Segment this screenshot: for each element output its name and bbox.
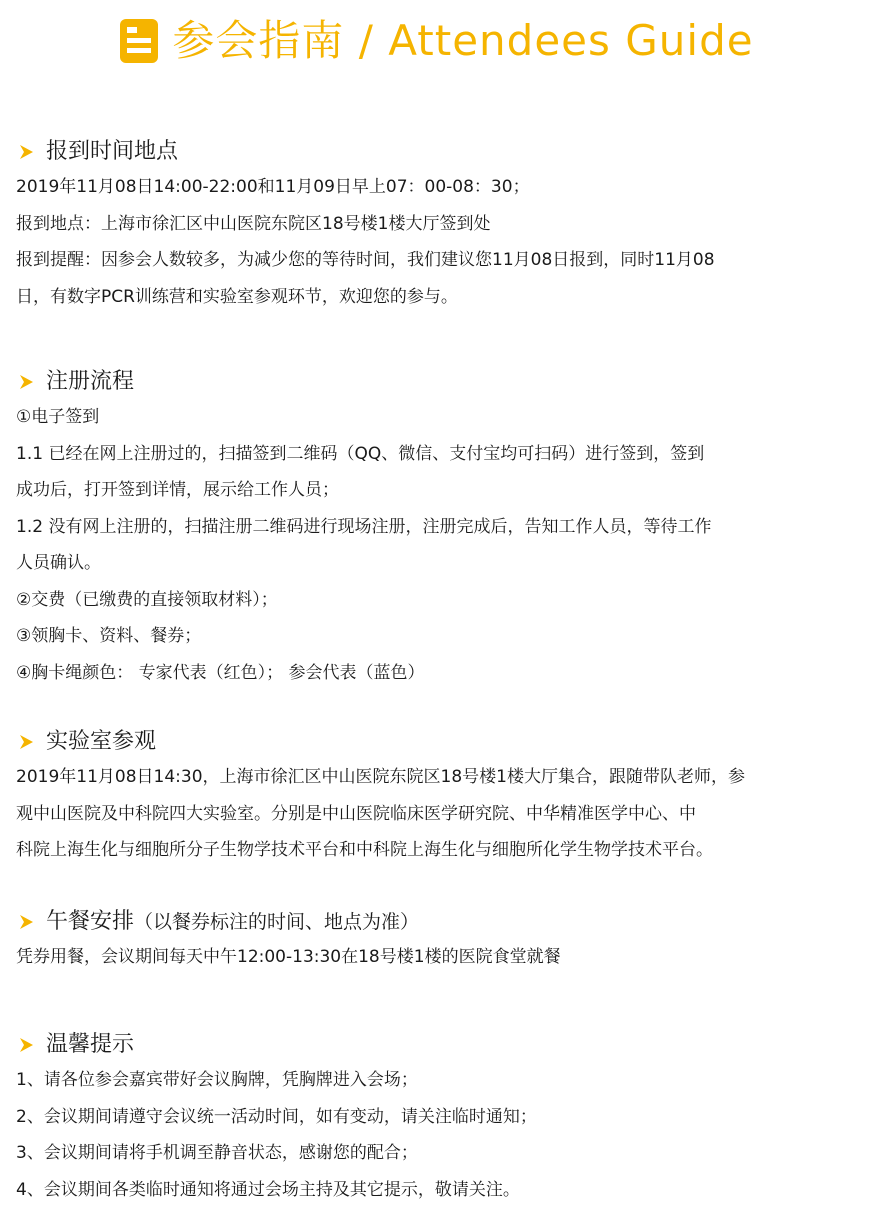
text-line: 报到提醒：因参会人数较多，为减少您的等待时间，我们建议您11月08日报到，同时11月08	[16, 250, 715, 270]
text-line: 人员确认。	[16, 553, 101, 573]
text-line: 4、会议期间各类临时通知将通过会场主持及其它提示，敬请关注。	[16, 1179, 520, 1200]
text-line: ②交费（已缴费的直接领取材料）；	[16, 589, 278, 610]
chevron-right-icon	[18, 374, 34, 390]
section-lunch	[16, 905, 862, 976]
text-line: 2、会议期间请遵守会议统一活动时间，如有变动，请关注临时通知；	[16, 1106, 537, 1127]
section-heading	[16, 725, 862, 759]
text-line: 科院上海生化与细胞所分子生物学技术平台和中科院上海生化与细胞所化学生物学技术平台。	[16, 840, 713, 860]
text-line: 3、会议期间请将手机调至静音状态，感谢您的配合；	[16, 1143, 418, 1163]
text-line: 1、请各位参会嘉宾带好会议胸牌，凭胸牌进入会场；	[16, 1070, 418, 1090]
section-lab-visit	[16, 725, 862, 869]
page-title: 参会指南 / Attendees Guide	[172, 16, 754, 65]
text-line: 凭券用餐，会议期间每天中午12:00-13:30在18号楼1楼的医院食堂就餐	[16, 947, 561, 967]
chevron-right-icon	[18, 1037, 34, 1053]
section-registration-time-place	[16, 135, 862, 315]
chevron-right-icon	[18, 914, 34, 930]
text-line: 2019年11月08日14:30，上海市徐汇区中山医院东院区18号楼1楼大厅集合，跟随带队老师，参	[16, 767, 745, 787]
text-line: 1.2 没有网上注册的，扫描注册二维码进行现场注册，注册完成后，告知工作人员，等待工作	[16, 516, 712, 537]
section-heading	[16, 1028, 862, 1062]
section-registration-process	[16, 365, 862, 691]
section-reminders	[16, 1028, 862, 1208]
section-title-main: 午餐安排	[46, 909, 135, 934]
section-heading	[16, 365, 862, 399]
text-line: 报到地点：上海市徐汇区中山医院东院区18号楼1楼大厅签到处	[16, 213, 491, 234]
text-line: 日，有数字PCR训练营和实验室参观环节，欢迎您的参与。	[16, 286, 458, 307]
text-line: 成功后，打开签到详情，展示给工作人员；	[16, 480, 339, 500]
section-heading	[16, 905, 862, 939]
section-title: 温馨提示	[46, 1032, 135, 1057]
text-line: 观中山医院及中科院四大实验室。分别是中山医院临床医学研究院、中华精准医学中心、中	[16, 803, 696, 824]
section-title	[46, 905, 419, 939]
chevron-right-icon	[18, 144, 34, 160]
section-title: 报到时间地点	[46, 139, 179, 164]
section-heading	[16, 135, 862, 169]
section-title: 注册流程	[46, 369, 135, 394]
document-icon	[120, 19, 158, 63]
text-line: ①电子签到	[16, 407, 100, 427]
section-title: 实验室参观	[46, 729, 157, 754]
text-line: 1.1 已经在网上注册过的，扫描签到二维码（QQ、微信、支付宝均可扫码）进行签到，签到	[16, 443, 705, 464]
text-line: ③领胸卡、资料、餐券；	[16, 626, 202, 646]
chevron-right-icon	[18, 734, 34, 750]
page-header	[0, 10, 874, 72]
text-line: ④胸卡绳颜色： 专家代表（红色）； 参会代表（蓝色）	[16, 662, 425, 683]
section-title-note: （以餐券标注的时间、地点为准）	[134, 911, 420, 933]
text-line: 2019年11月08日14:00-22:00和11月09日早上07：00-08：30；	[16, 177, 530, 197]
